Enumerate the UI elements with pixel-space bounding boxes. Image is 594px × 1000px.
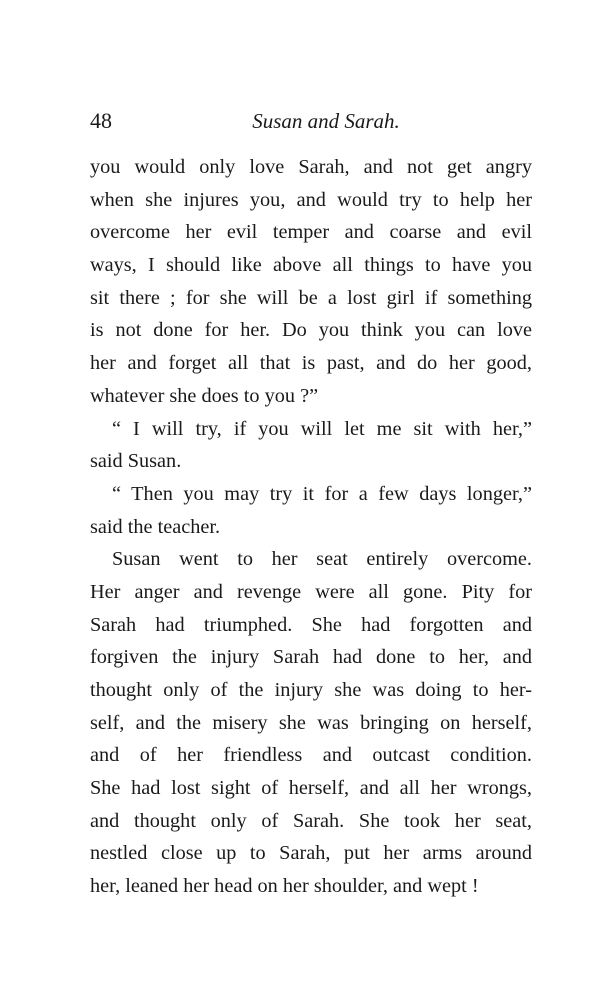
page-number: 48	[90, 108, 112, 133]
text-line: you would only love Sarah, and not get angry	[90, 156, 532, 178]
text-line: overcome her evil temper and coarse and evil	[90, 221, 532, 244]
text-line: nestled close up to Sarah, put her arms around	[90, 842, 532, 865]
paragraph	[90, 151, 532, 413]
text-line: is not done for her. Do you think you can love	[90, 319, 532, 342]
text-line: ways, I should like above all things to have you	[90, 254, 532, 277]
text-line: “ I will try, if you will let me sit with her,”	[112, 417, 532, 440]
text-line: whatever she does to you ?”	[90, 384, 319, 407]
paragraph	[90, 543, 532, 903]
text-line: Susan went to her seat entirely overcome.	[112, 548, 532, 571]
text-line: “ Then you may try it for a few days longer,”	[112, 482, 532, 505]
text-line: Sarah had triumphed. She had forgotten and	[90, 613, 532, 636]
text-line: said Susan.	[90, 450, 182, 473]
text-line: forgiven the injury Sarah had done to her, and	[90, 646, 532, 669]
running-title: Susan and Sarah.	[252, 109, 400, 133]
text-line: Her anger and revenge were all gone. Pity for	[90, 580, 532, 603]
text-line: self, and the misery she was bringing on herself,	[90, 711, 532, 734]
running-head	[90, 106, 532, 136]
text-line: her and forget all that is past, and do her good,	[90, 352, 532, 375]
paragraph	[90, 478, 532, 543]
text-line: said the teacher.	[90, 515, 221, 538]
text-line: and thought only of Sarah. She took her seat,	[90, 809, 532, 832]
text-line: when she injures you, and would try to help her	[90, 188, 532, 211]
text-line: her, leaned her head on her shoulder, and wept !	[90, 875, 479, 898]
body-text	[90, 151, 532, 903]
text-line: thought only of the injury she was doing to her-	[90, 679, 532, 701]
paragraph	[90, 413, 532, 478]
text-line: She had lost sight of herself, and all her wrongs,	[90, 777, 532, 800]
text-line: sit there ; for she will be a lost girl if something	[90, 286, 532, 309]
text-line: and of her friendless and outcast condition.	[90, 744, 532, 767]
